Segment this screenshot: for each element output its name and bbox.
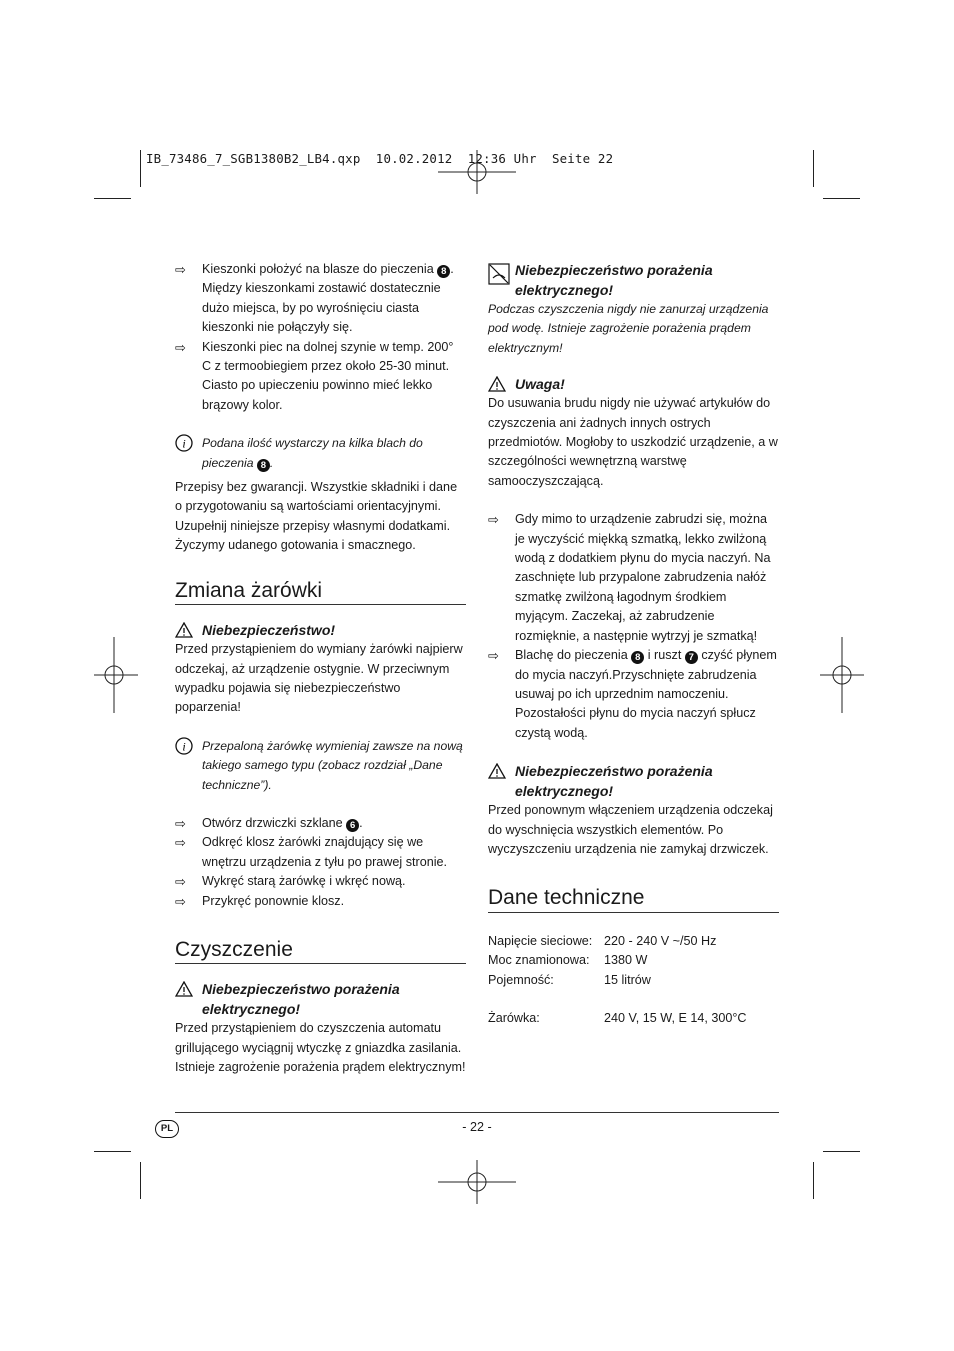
list-item: ⇨ Kieszonki położyć na blasze do pieczenia 8 . Między kieszonkami zostawić dostatecznie dużo miejsca, by po wyrośnięciu ciasta kieszonki nie połączyły się.: [175, 262, 454, 335]
warning-text: Do usuwania brudu nigdy nie używać artykułów do czyszczenia ani żadnych innych ostrych przedmiotów. Mogłoby to uszkodzić urządzenie, a w szczególności wewnętrzną warstwę samooczyszczającą.: [488, 396, 778, 488]
registration-mark-right: [820, 637, 864, 713]
spec-value: 15 litrów: [604, 972, 651, 987]
arrow-icon: ⇨: [175, 339, 186, 355]
warning-heading: Niebezpieczeństwo porażenia elektrycznego!: [488, 260, 779, 300]
spec-value: 240 V, 15 W, E 14, 300°C: [604, 1011, 747, 1026]
footer-rule: [175, 1112, 779, 1113]
arrow-icon: ⇨: [175, 893, 186, 909]
no-water-icon: [488, 263, 510, 285]
arrow-icon: ⇨: [175, 835, 186, 851]
info-note: i Przepaloną żarówkę wymieniaj zawsze na nową takiego samego typu (zobacz rozdział „Dane techniczne”).: [175, 737, 466, 795]
warning-icon: [175, 981, 193, 997]
page-number: - 22 -: [462, 1120, 492, 1134]
info-icon: [175, 737, 193, 755]
arrow-icon: ⇨: [488, 648, 499, 664]
list-item: ⇨ Przykręć ponownie klosz.: [175, 892, 466, 911]
spec-value: 220 - 240 V ~/50 Hz: [604, 933, 717, 948]
arrow-icon: ⇨: [175, 874, 186, 890]
arrow-icon: ⇨: [175, 815, 186, 831]
spec-table: [488, 932, 779, 1029]
language-badge: PL: [155, 1120, 179, 1138]
part-number-badge: 6: [346, 819, 359, 832]
crop-mark: [813, 1162, 814, 1199]
warning-icon: [488, 763, 506, 779]
right-column: [488, 260, 779, 1029]
crop-mark: [813, 150, 814, 187]
svg-text:i: i: [182, 739, 186, 754]
list-item: ⇨ Otwórz drzwiczki szklane 6 .: [175, 814, 466, 833]
svg-text:i: i: [182, 436, 186, 451]
info-note: i Podana ilość wystarczy na kilka blach do pieczenia 8 .: [175, 434, 466, 473]
list-item: ⇨ Odkręć klosz żarówki znajdujący się we wnętrzu urządzenia z tyłu po prawej stronie.: [175, 835, 448, 869]
print-slug: IB_73486_7_SGB1380B2_LB4.qxp 10.02.2012 12:36 Uhr Seite 22: [146, 151, 614, 166]
list-item: ⇨ Wykręć starą żarówkę i wkręć nową.: [175, 872, 466, 891]
crop-mark: [823, 1151, 860, 1152]
list-item: ⇨ Gdy mimo to urządzenie zabrudzi się, można je wyczyścić miękką szmatką, lekko zwilżoną wodą z dodatkiem płynu do mycia naczyń. Na zaschnięte lub przypalone zabrudzenia nałóż szmatkę zwilżoną łagodnym środkiem myjącym. Zaczekaj, aż zabrudzenie rozmięknie, a następnie wytrzyj je szmatką!: [488, 512, 771, 643]
warning-icon: [488, 376, 506, 392]
warning-heading: Niebezpieczeństwo porażenia elektrycznego!: [488, 761, 779, 801]
arrow-icon: ⇨: [175, 262, 186, 277]
crop-mark: [94, 198, 131, 199]
warning-text: Podczas czyszczenia nigdy nie zanurzaj urządzenia pod wodę. Istnieje zagrożenie porażenia prądem elektrycznym!: [488, 302, 769, 355]
part-number-badge: 7: [685, 651, 698, 664]
spec-value: 1380 W: [604, 953, 648, 968]
part-number-badge: 8: [631, 651, 644, 664]
left-column: [175, 260, 466, 1078]
warning-heading: Niebezpieczeństwo porażenia elektrycznego!: [175, 979, 466, 1019]
warning-heading: Niebezpieczeństwo!: [175, 620, 466, 640]
disclaimer-paragraph: Przepisy bez gwarancji. Wszystkie składniki i dane o przygotowaniu są wartościami orientacyjnymi. Uzupełnij niniejsze przepisy własnymi dodatkami. Życzymy udanego gotowania i smacznego.: [175, 480, 458, 553]
list-item: ⇨ Kieszonki piec na dolnej szynie w temp. 200° C z termoobiegiem przez około 25-30 minut. Ciasto po upieczeniu powinno mieć lekko brązowy kolor.: [175, 339, 454, 412]
crop-mark: [823, 198, 860, 199]
info-icon: [175, 434, 193, 452]
part-number-badge: 8: [437, 265, 450, 278]
registration-mark-bottom: [438, 1160, 516, 1204]
arrow-icon: ⇨: [488, 512, 499, 528]
crop-mark: [94, 1151, 131, 1152]
spec-label: Moc znamionowa:: [488, 953, 590, 968]
warning-heading: Uwaga!: [488, 374, 779, 394]
warning-text: Przed ponownym włączeniem urządzenia odczekaj do wyschnięcia wszystkich elementów. Po wyczyszczeniu urządzenia nie zamykaj drzwiczek.: [488, 803, 773, 856]
spec-label: Żarówka:: [488, 1011, 540, 1026]
section-heading: Dane techniczne: [488, 888, 779, 912]
warning-icon: [175, 622, 193, 638]
spec-label: Pojemność:: [488, 972, 554, 987]
warning-text: Przed przystąpieniem do czyszczenia automatu grillującego wyciągnij wtyczkę z gniazdka zasilania. Istnieje zagrożenie porażenia prądem elektrycznym!: [175, 1021, 466, 1075]
spec-label: Napięcie sieciowe:: [488, 933, 593, 948]
spec-spacer: [488, 990, 604, 1009]
warning-text: Przed przystąpieniem do wymiany żarówki najpierw odczekaj, aż urządzenie ostygnie. W przeciwnym wypadku pojawia się niebezpieczeństwo poparzenia!: [175, 642, 463, 715]
section-heading: Zmiana żarówki: [175, 581, 466, 605]
crop-mark: [140, 150, 141, 187]
list-item: ⇨ Blachę do pieczenia 8 i ruszt 7 czyść płynem do mycia naczyń.Przyschnięte zabrudzenia usuwaj po ich uprzednim namoczeniu. Pozostałości płynu do mycia naczyń spłucz czystą wodą.: [488, 648, 777, 740]
crop-mark: [140, 1162, 141, 1199]
part-number-badge: 8: [257, 459, 270, 472]
spec-spacer: [604, 990, 779, 1009]
registration-mark-left: [94, 637, 138, 713]
section-heading: Czyszczenie: [175, 940, 466, 964]
